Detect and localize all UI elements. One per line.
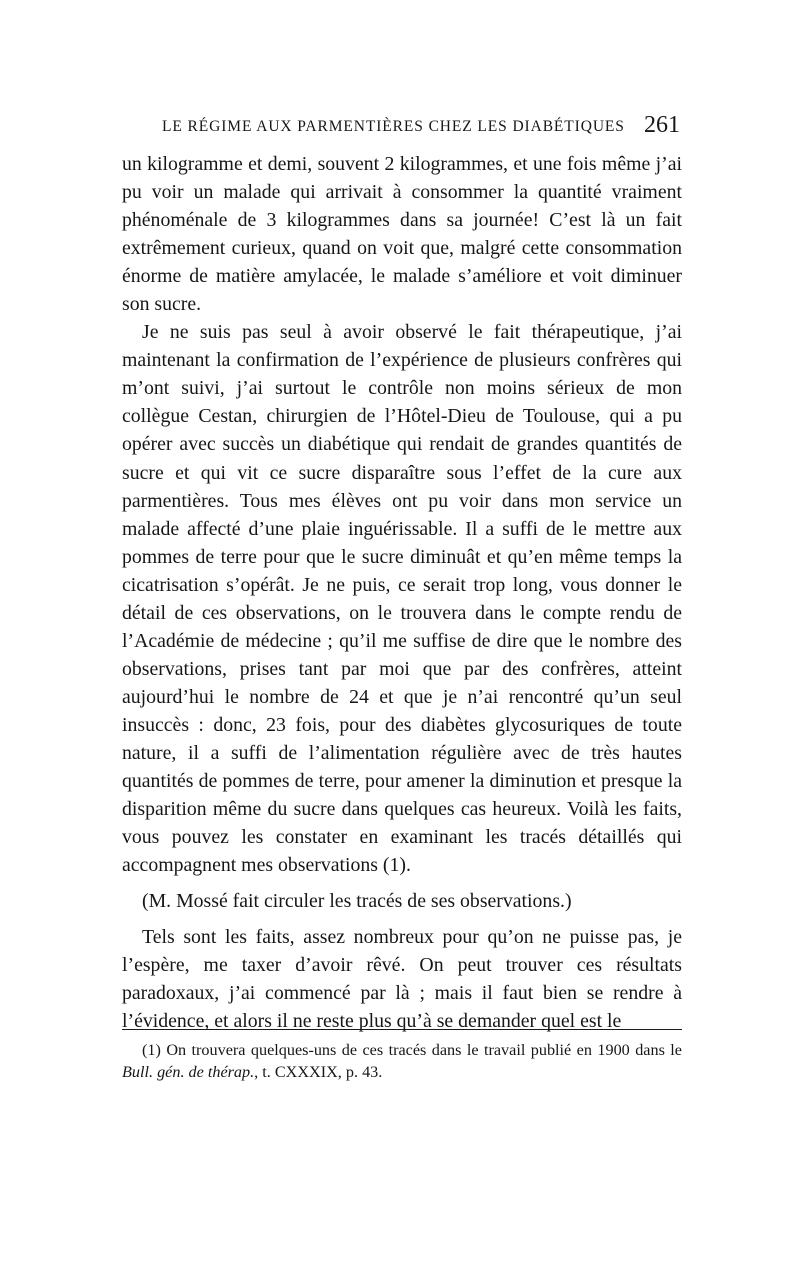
running-title: LE RÉGIME AUX PARMENTIÈRES CHEZ LES DIABÉTIQUES bbox=[162, 118, 625, 135]
paragraph: (M. Mossé fait circuler les tracés de ses observations.) bbox=[142, 890, 572, 913]
footnote-text: On trouvera quelques-uns de ces tracés dans le travail publié en 1900 dans le bbox=[166, 1041, 682, 1059]
footnote-marker: (1) bbox=[142, 1041, 161, 1059]
paragraph: Tels sont les faits, assez nombreux pour qu’on ne puisse pas, je l’espère, me taxer d’avoir rêvé. On peut trouver ces résultats paradoxaux, j’ai commencé par là ; mais il faut bien se rendre à l’évidence, et alors il ne reste plus qu’à se demander quel est le bbox=[122, 926, 682, 1033]
page-header bbox=[122, 110, 682, 144]
footnote-divider bbox=[122, 1029, 682, 1030]
page-number: 261 bbox=[644, 112, 680, 138]
paragraph: Je ne suis pas seul à avoir observé le fait thérapeutique, j’ai maintenant la confirmation de l’expérience de plusieurs confrères qui m’ont suivi, j’ai surtout le contrôle non moins sérieux de mon collègue Cestan, chirurgien de l’Hôtel-Dieu de Toulouse, qui a pu opérer avec succès un diabétique qui rendait de grandes quantités de sucre et qui vit ce sucre disparaître sous l’effet de la cure aux parmentières. Tous mes élèves ont pu voir dans mon service un malade affecté d’une plaie inguérissable. Il a suffi de le mettre aux pommes de terre pour que le sucre diminuât et qu’en même temps la cicatrisation s’opérât. Je ne puis, ce serait trop long, vous donner le détail de ces observations, on le trouvera dans le compte rendu de l’Académie de médecine ; qu’il me suffise de dire que le nombre des observations, prises tant par moi que par des confrères, atteint aujourd’hui le nombre de 24 et que je n’ai rencontré qu’un seul insuccès : donc, 23 fois, pour des diabètes glycosuriques de toute nature, il a suffi de l’alimentation régulière avec de très hautes quantités de pommes de terre, pour amener la diminution et presque la disparition même du sucre dans quelques cas heureux. Voilà les faits, vous pouvez les constater en examinant les tracés détaillés qui accompagnent mes observations (1). bbox=[122, 321, 682, 877]
paragraph: un kilogramme et demi, souvent 2 kilogrammes, et une fois même j’ai pu voir un malade qui arrivait à consommer la quantité vraiment phénoménale de 3 kilogrammes dans sa journée! C’est là un fait extrêmement curieux, quand on voit que, malgré cette consommation énorme de matière amylacée, le malade s’améliore et voit diminuer son sucre. bbox=[122, 153, 682, 316]
body-text bbox=[122, 150, 682, 1035]
footnote bbox=[122, 1039, 682, 1083]
footnote-citation: , t. CXXXIX, p. 43. bbox=[254, 1063, 383, 1081]
journal-title: Bull. gén. de thérap. bbox=[122, 1063, 255, 1081]
